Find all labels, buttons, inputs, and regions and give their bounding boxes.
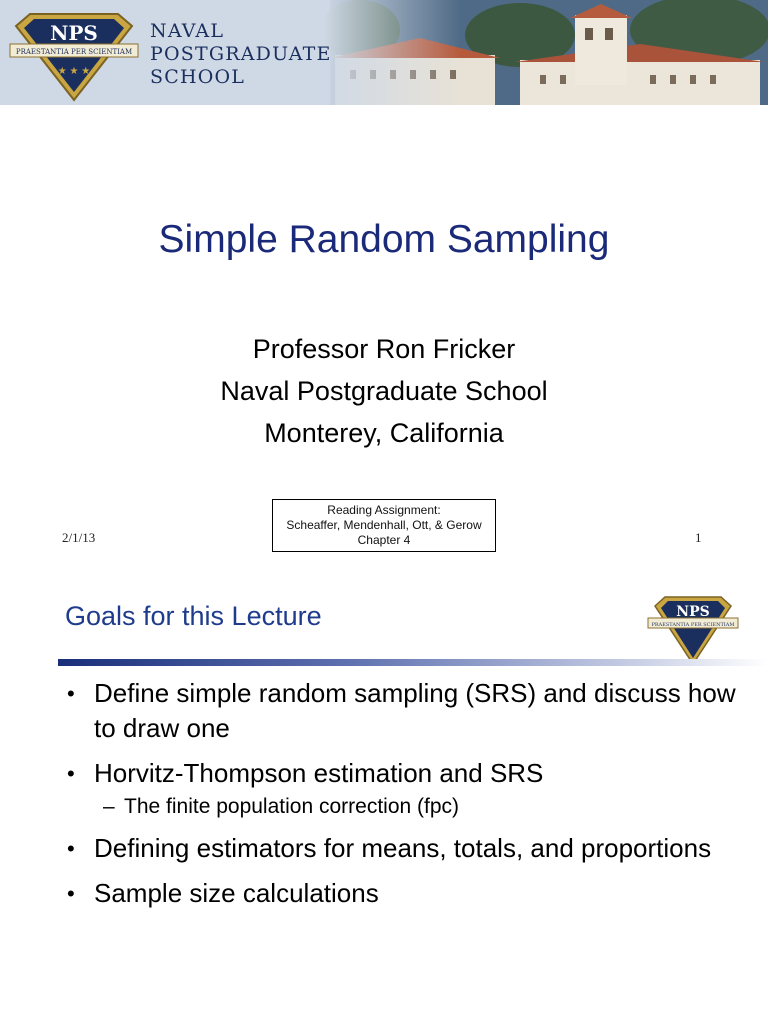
list-item-text: Defining estimators for means, totals, and proportions <box>94 833 712 863</box>
svg-text:★ ★ ★: ★ ★ ★ <box>57 66 91 77</box>
slide-date: 2/1/13 <box>62 530 96 545</box>
list-item-text: Horvitz-Thompson estimation and SRS <box>94 758 544 788</box>
school-name <box>150 20 332 89</box>
header-banner <box>0 0 768 105</box>
author-name: Professor Ron Fricker <box>252 334 516 364</box>
sub-list-item-text: The finite population correction (fpc) <box>124 795 460 818</box>
goals-slide <box>0 580 768 1024</box>
sub-list-item: – The finite population correction (fpc) <box>65 793 745 821</box>
goals-list <box>65 676 745 921</box>
list-item-text: Sample size calculations <box>94 878 379 908</box>
list-item: • Define simple random sampling (SRS) and discuss how to draw one <box>67 678 736 743</box>
list-item: • Defining estimators for means, totals, and proportions <box>67 833 712 863</box>
logo-motto-text: PRAESTANTIA PER SCIENTIAM <box>15 48 133 56</box>
slide-title: Simple Random Sampling <box>158 218 610 261</box>
goals-title: Goals for this Lecture <box>65 601 322 631</box>
reading-assignment-heading: Reading Assignment: <box>327 503 441 517</box>
school-name-line: POSTGRADUATE <box>150 43 332 65</box>
reading-assignment-chapter: Chapter 4 <box>357 533 411 547</box>
school-name-line: SCHOOL <box>150 66 246 88</box>
author-location: Monterey, California <box>264 418 504 448</box>
slide-number: 1 <box>695 530 702 545</box>
school-name-line: NAVAL <box>150 20 225 42</box>
reading-assignment-box <box>272 499 496 552</box>
list-item-text: Define simple random sampling (SRS) and discuss how to draw one <box>94 678 736 743</box>
author-institution: Naval Postgraduate School <box>220 376 548 406</box>
list-item: • Sample size calculations <box>67 878 379 908</box>
logo-nps-text: NPS <box>50 21 98 45</box>
svg-text:PRAESTANTIA PER SCIENTIAM: PRAESTANTIA PER SCIENTIAM <box>651 622 735 628</box>
title-divider <box>58 659 768 666</box>
reading-assignment-authors: Scheaffer, Mendenhall, Ott, & Gerow <box>286 518 482 532</box>
nps-logo-small <box>645 588 741 668</box>
list-item: • Horvitz-Thompson estimation and SRS <box>67 758 544 788</box>
campus-photo <box>0 0 768 105</box>
svg-text:NPS: NPS <box>676 604 710 620</box>
